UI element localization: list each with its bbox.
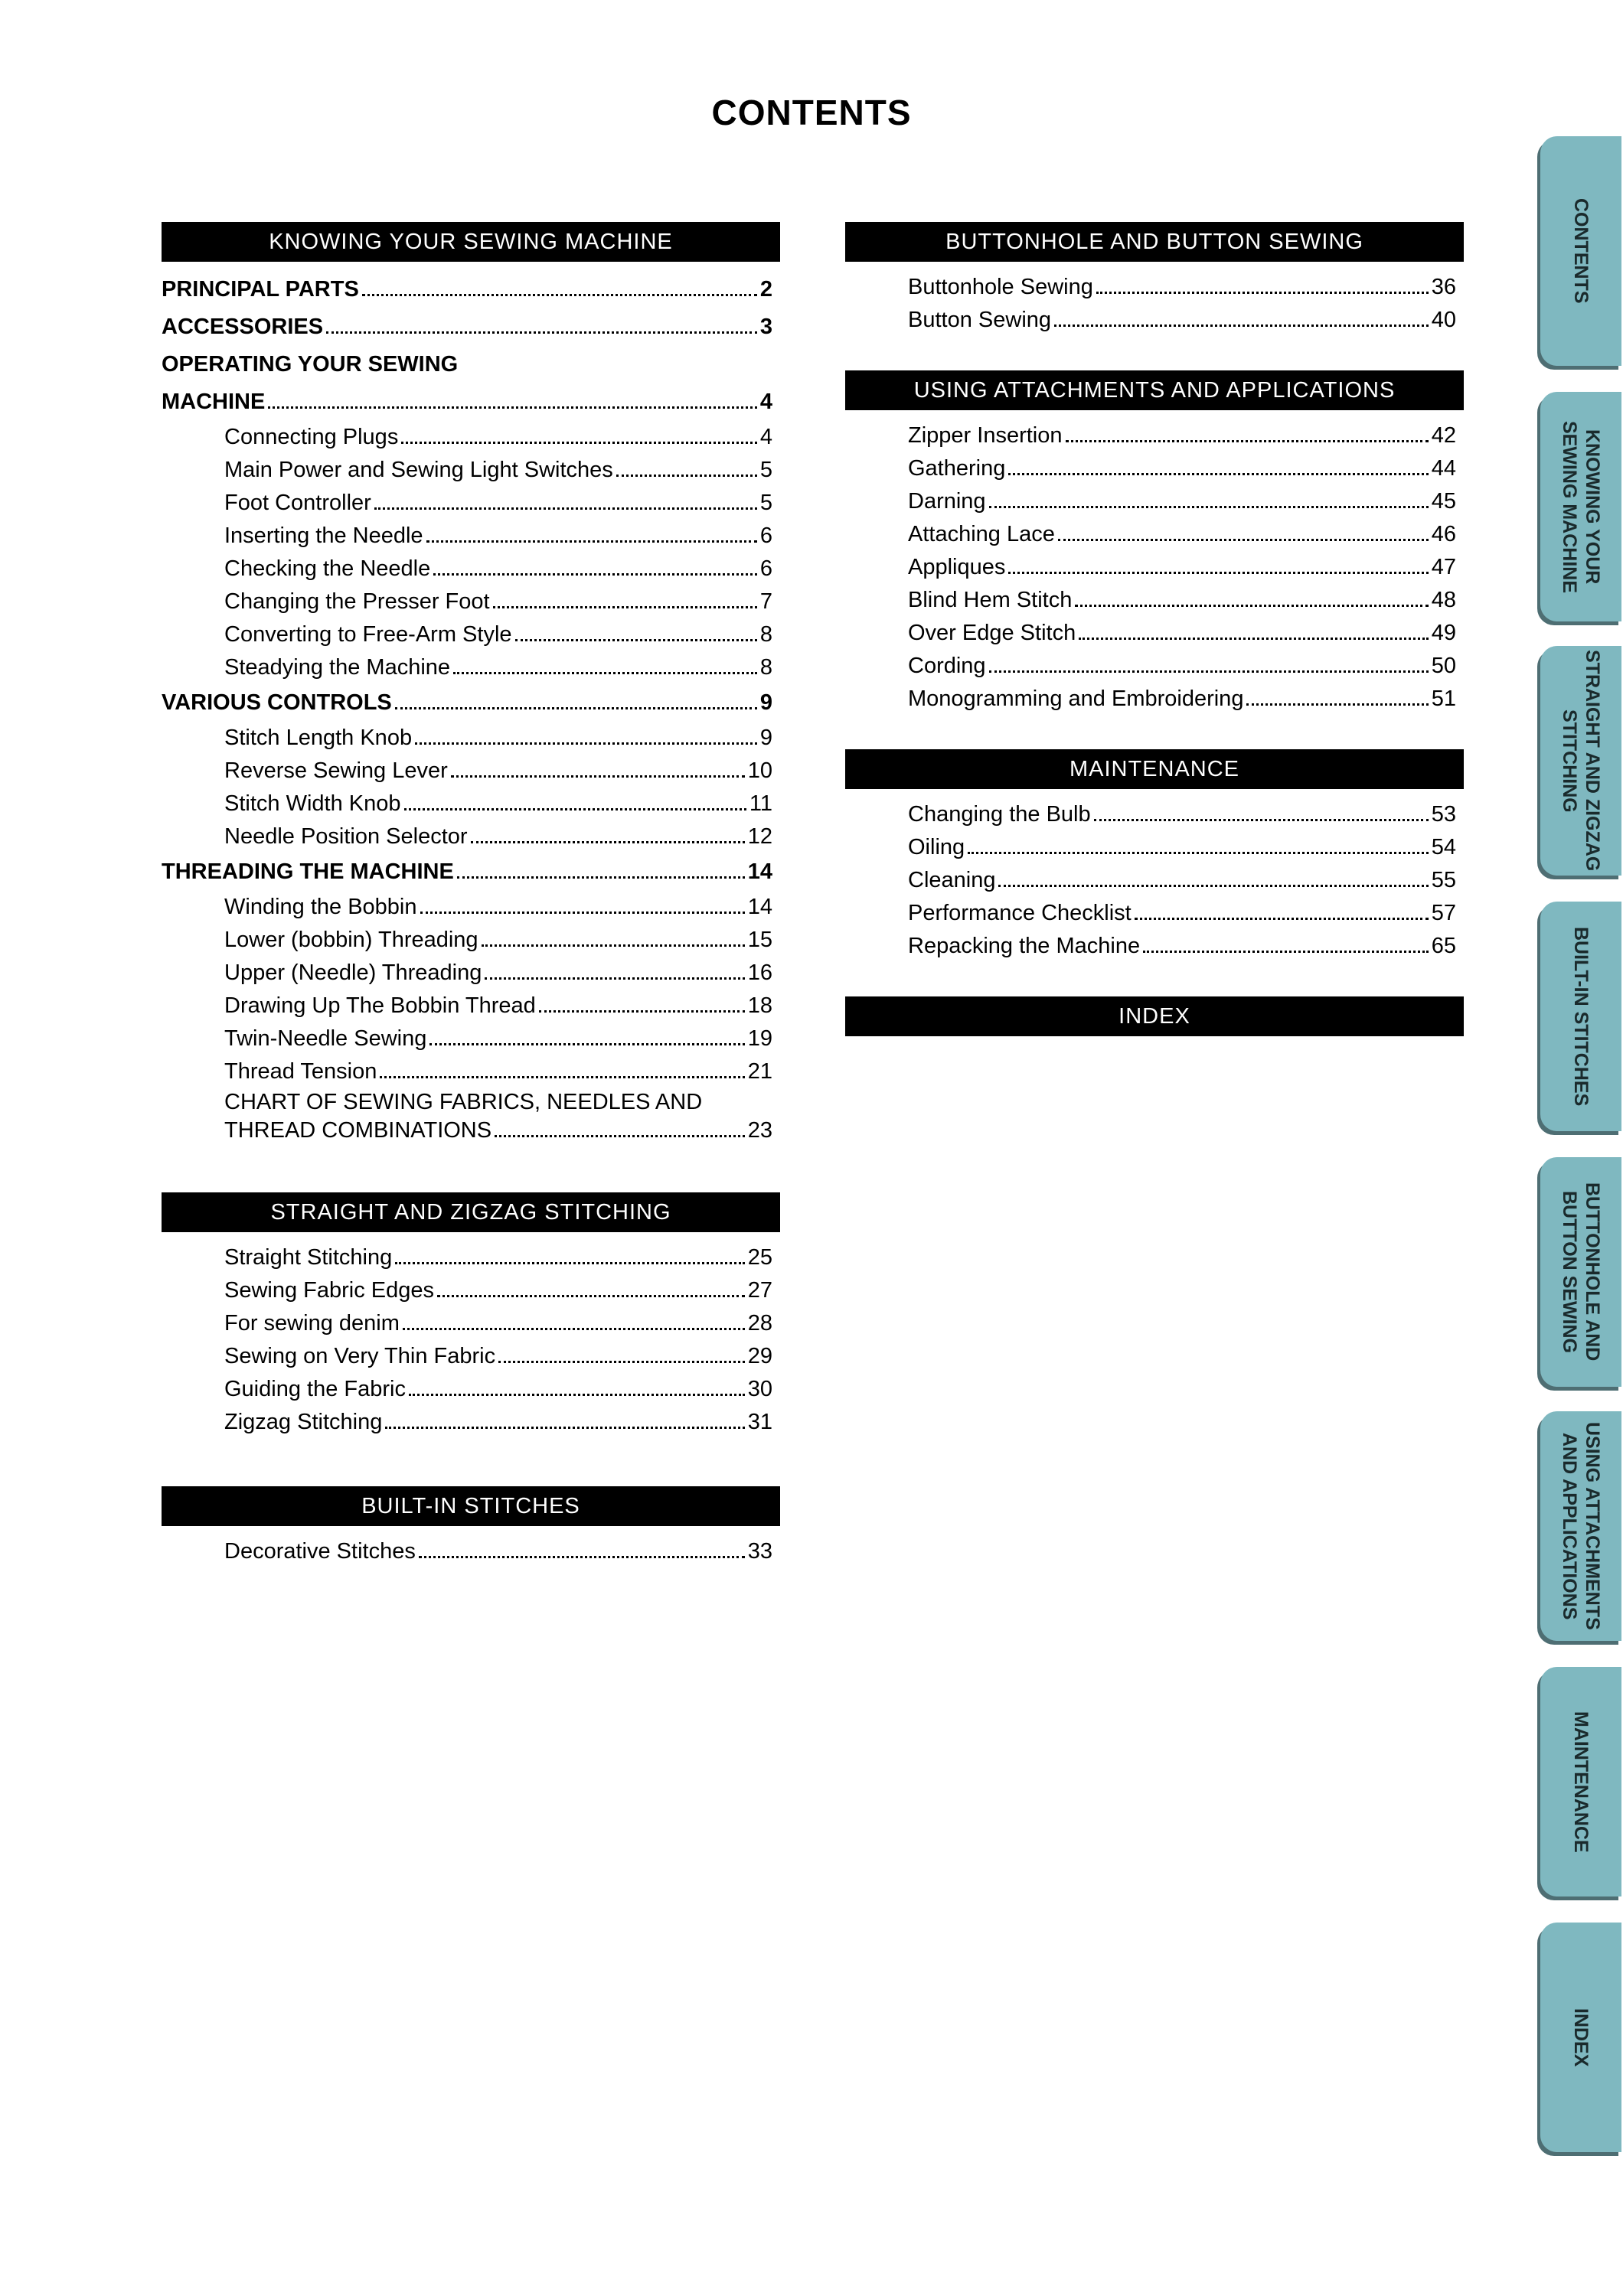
toc-entry-sewing-on-very-thin-fabric[interactable]	[162, 1340, 780, 1373]
dot-leader	[429, 1043, 744, 1045]
dot-leader	[437, 1295, 745, 1297]
toc-entry-reverse-sewing-lever[interactable]	[162, 755, 780, 788]
dot-leader	[395, 707, 757, 709]
side-tab-label-wrap	[1540, 1923, 1621, 2152]
toc-entry-label: MACHINE	[162, 390, 266, 414]
toc-entry-lower-bobbin-threading[interactable]	[162, 924, 780, 957]
toc-entry-sewing-fabric-edges[interactable]	[162, 1274, 780, 1307]
toc-entry-label: VARIOUS CONTROLS	[162, 690, 392, 715]
side-tab-maintenance[interactable]	[1540, 1667, 1621, 1896]
dot-leader	[433, 573, 757, 576]
side-tab-label-wrap	[1540, 1667, 1621, 1896]
dot-leader	[404, 808, 746, 810]
page-number: 50	[1431, 654, 1456, 678]
toc-entry-thread-combinations[interactable]	[162, 1117, 780, 1145]
page-number: 14	[747, 859, 772, 884]
page-number: 4	[759, 425, 772, 449]
dot-leader	[326, 331, 757, 334]
dot-leader	[968, 852, 1429, 854]
side-tab-label-wrap	[1540, 646, 1621, 876]
page-number: 49	[1431, 621, 1456, 645]
toc-entry-label: Appliques	[908, 555, 1006, 579]
page-number: 31	[747, 1410, 772, 1434]
toc-entry-label: Main Power and Sewing Light Switches	[224, 458, 613, 482]
dot-leader	[395, 1262, 745, 1264]
dot-leader	[419, 1556, 745, 1558]
toc-entry-label: Gathering	[908, 456, 1006, 481]
toc-entry-label: Stitch Width Knob	[224, 791, 401, 816]
toc-entry-label: Sewing Fabric Edges	[224, 1278, 435, 1303]
page-number: 40	[1431, 308, 1456, 332]
toc-entry-accessories[interactable]	[162, 308, 780, 346]
toc-entry-label: Twin-Needle Sewing	[224, 1026, 427, 1051]
page-number: 25	[747, 1245, 772, 1270]
toc-entry-label: Repacking the Machine	[908, 934, 1141, 958]
side-tab-label: CONTENTS	[1570, 198, 1592, 304]
toc-entry-label: Darning	[908, 489, 986, 514]
page-number: 57	[1431, 901, 1456, 925]
toc-entry-label: Winding the Bobbin	[224, 895, 417, 919]
toc-entry-label: Buttonhole Sewing	[908, 275, 1093, 299]
toc-entry-main-power-and-sewing-light-switches[interactable]	[162, 454, 780, 487]
toc-entry-label: Lower (bobbin) Threading	[224, 928, 478, 952]
page-number: 7	[759, 589, 772, 614]
page-number: 16	[747, 960, 772, 985]
toc-entry-label: Reverse Sewing Lever	[224, 758, 448, 783]
dot-leader	[1058, 539, 1429, 541]
toc-entry-gathering[interactable]	[845, 452, 1464, 485]
dot-leader	[1066, 440, 1429, 442]
page-number: 6	[759, 523, 772, 548]
page-number: 5	[759, 491, 772, 515]
page-number: 65	[1431, 934, 1456, 958]
toc-entry-thread-tension[interactable]	[162, 1055, 780, 1088]
toc-entry-principal-parts[interactable]	[162, 271, 780, 308]
page-number: 9	[759, 690, 772, 715]
toc-entry-needle-position-selector[interactable]	[162, 820, 780, 853]
toc-entry-darning[interactable]	[845, 485, 1464, 518]
page-number: 4	[759, 390, 772, 414]
dot-leader	[1096, 292, 1429, 294]
dot-leader	[989, 506, 1429, 508]
page-number: 47	[1431, 555, 1456, 579]
page-title: CONTENTS	[711, 93, 912, 132]
toc-list	[162, 1535, 780, 1568]
toc-entry-inserting-the-needle[interactable]	[162, 520, 780, 553]
toc-entry-label: Changing the Bulb	[908, 802, 1091, 827]
toc-entry-over-edge-stitch[interactable]	[845, 617, 1464, 650]
toc-entry-label: Button Sewing	[908, 308, 1052, 332]
page-number: 23	[747, 1118, 772, 1143]
dot-leader	[471, 841, 745, 843]
side-tab-label-wrap	[1540, 1157, 1621, 1387]
toc-entry-cording[interactable]	[845, 650, 1464, 683]
dot-leader	[616, 475, 757, 477]
toc-entry-label: Drawing Up The Bobbin Thread	[224, 993, 536, 1018]
page-number: 46	[1431, 522, 1456, 546]
side-tab-label-wrap	[1540, 136, 1621, 366]
section-header-knowing-your-sewing-machine[interactable]: KNOWING YOUR SEWING MACHINE	[162, 222, 780, 262]
dot-leader	[1075, 605, 1428, 607]
dot-leader	[457, 876, 745, 879]
dot-leader	[1054, 325, 1429, 327]
dot-leader	[268, 406, 757, 409]
toc-entry-guiding-the-fabric[interactable]	[162, 1373, 780, 1406]
toc-entry-twin-needle-sewing[interactable]	[162, 1022, 780, 1055]
toc-list	[845, 271, 1464, 337]
toc-entry-for-sewing-denim[interactable]	[162, 1307, 780, 1340]
toc-entry-foot-controller[interactable]	[162, 487, 780, 520]
toc-entry-winding-the-bobbin[interactable]	[162, 891, 780, 924]
dot-leader	[539, 1010, 745, 1013]
page-number: 55	[1431, 868, 1456, 892]
toc-entry-performance-checklist[interactable]	[845, 897, 1464, 930]
dot-leader	[451, 775, 745, 778]
page-number: 29	[747, 1344, 772, 1368]
toc-entry-label: Performance Checklist	[908, 901, 1132, 925]
page-number: 54	[1431, 835, 1456, 859]
dot-leader	[1094, 819, 1429, 821]
section-header-built-in-stitches[interactable]: BUILT-IN STITCHES	[162, 1486, 780, 1526]
toc-entry-threading-the-machine[interactable]	[162, 853, 780, 891]
toc-entry-label: Zigzag Stitching	[224, 1410, 383, 1434]
side-tab-label: BUTTONHOLE AND BUTTON SEWING	[1559, 1182, 1603, 1362]
toc-list	[845, 419, 1464, 716]
toc-entry-label: Thread Tension	[224, 1059, 377, 1084]
page-number: 14	[747, 895, 772, 919]
toc-list	[845, 798, 1464, 963]
toc-entry-label: Checking the Needle	[224, 556, 431, 581]
toc-entry-label: Stitch Length Knob	[224, 726, 413, 750]
page-number: 33	[747, 1539, 772, 1564]
page-number: 44	[1431, 456, 1456, 481]
page-number: 45	[1431, 489, 1456, 514]
side-tab-label: INDEX	[1570, 2007, 1592, 2067]
dot-leader	[493, 606, 757, 608]
section-header-using-attachments-and-applications[interactable]: USING ATTACHMENTS AND APPLICATIONS	[845, 370, 1464, 410]
toc-entry-converting-to-free-arm-style[interactable]	[162, 618, 780, 651]
toc-entry-label: THREAD COMBINATIONS	[224, 1118, 492, 1143]
page-number: 5	[759, 458, 772, 482]
page-number: 30	[747, 1377, 772, 1401]
toc-entry-monogramming-and-embroidering[interactable]	[845, 683, 1464, 716]
side-tab-label: KNOWING YOUR SEWING MACHINE	[1559, 420, 1603, 593]
toc-entry-label: Attaching Lace	[908, 522, 1055, 546]
page-number: 2	[759, 277, 772, 302]
page-number: 6	[759, 556, 772, 581]
toc-entry-buttonhole-sewing[interactable]	[845, 271, 1464, 304]
toc-entry-label: Cleaning	[908, 868, 996, 892]
section-header-index[interactable]: INDEX	[845, 996, 1464, 1036]
toc-entry-label: Oiling	[908, 835, 965, 859]
dot-leader	[401, 442, 757, 444]
page-number: 21	[747, 1059, 772, 1084]
side-tab-label-wrap	[1540, 1411, 1621, 1641]
dot-leader	[1008, 572, 1428, 574]
toc-entry-label: Foot Controller	[224, 491, 371, 515]
dot-leader	[1135, 918, 1429, 920]
toc-entry-drawing-up-the-bobbin-thread[interactable]	[162, 990, 780, 1022]
section-header-maintenance[interactable]: MAINTENANCE	[845, 749, 1464, 789]
toc-entry-attaching-lace[interactable]	[845, 518, 1464, 551]
dot-leader	[385, 1427, 744, 1429]
toc-entry-blind-hem-stitch[interactable]	[845, 584, 1464, 617]
toc-entry-label: Decorative Stitches	[224, 1539, 416, 1564]
page-number: 9	[759, 726, 772, 750]
page-number: 18	[747, 993, 772, 1018]
dot-leader	[1008, 473, 1428, 475]
page-number: 36	[1431, 275, 1456, 299]
page-number: 51	[1431, 687, 1456, 711]
section-header-straight-and-zigzag-stitching[interactable]: STRAIGHT AND ZIGZAG STITCHING	[162, 1192, 780, 1232]
toc-entry-label: Steadying the Machine	[224, 655, 451, 680]
toc-entry-decorative-stitches[interactable]	[162, 1535, 780, 1568]
dot-leader	[989, 670, 1429, 673]
dot-leader	[403, 1328, 745, 1330]
side-tab-label: BUILT-IN STITCHES	[1570, 926, 1592, 1107]
side-tab-label: USING ATTACHMENTS AND APPLICATIONS	[1559, 1422, 1603, 1630]
side-tab-buttonhole-and-button-sewing[interactable]	[1540, 1157, 1621, 1387]
side-tab-index[interactable]	[1540, 1923, 1621, 2152]
toc-entry-label: For sewing denim	[224, 1311, 400, 1336]
page-number: 15	[747, 928, 772, 952]
toc-entry-zipper-insertion[interactable]	[845, 419, 1464, 452]
toc-entry-label: Zipper Insertion	[908, 423, 1063, 448]
dot-leader	[374, 507, 757, 510]
side-tab-built-in-stitches[interactable]	[1540, 902, 1621, 1131]
toc-entry-machine[interactable]	[162, 383, 780, 421]
toc-entry-label: Connecting Plugs	[224, 425, 399, 449]
dot-leader	[362, 294, 757, 296]
toc-entry-label: Inserting the Needle	[224, 523, 423, 548]
dot-leader	[495, 1135, 745, 1137]
left-column	[162, 222, 780, 1616]
section-header-buttonhole-and-button-sewing[interactable]: BUTTONHOLE AND BUTTON SEWING	[845, 222, 1464, 262]
toc-entry-steadying-the-machine[interactable]	[162, 651, 780, 684]
toc-entry-label: Straight Stitching	[224, 1245, 393, 1270]
dot-leader	[409, 1394, 745, 1396]
toc-entry-label: Converting to Free-Arm Style	[224, 622, 512, 647]
dot-leader	[498, 1361, 745, 1363]
toc-entry-changing-the-presser-foot[interactable]	[162, 585, 780, 618]
toc-list	[162, 271, 780, 1145]
toc-entry-changing-the-bulb[interactable]	[845, 798, 1464, 831]
page-number: 8	[759, 622, 772, 647]
side-tab-label: MAINTENANCE	[1570, 1711, 1592, 1853]
dot-leader	[485, 977, 744, 980]
toc-entry-label-line: CHART OF SEWING FABRICS, NEEDLES AND	[224, 1090, 703, 1114]
dot-leader	[420, 912, 745, 914]
dot-leader	[998, 885, 1428, 887]
toc-entry-label: Guiding the Fabric	[224, 1377, 406, 1401]
toc-entry-label: Sewing on Very Thin Fabric	[224, 1344, 496, 1368]
side-tab-knowing-your-sewing-machine[interactable]	[1540, 392, 1621, 621]
page-number: 28	[747, 1311, 772, 1336]
dot-leader	[1246, 703, 1428, 706]
page-number: 53	[1431, 802, 1456, 827]
side-tab-label-wrap	[1540, 392, 1621, 621]
dot-leader	[415, 742, 757, 745]
page-number: 19	[747, 1026, 772, 1051]
toc-entry-label-line: OPERATING YOUR SEWING	[162, 352, 459, 377]
toc-entry-button-sewing[interactable]	[845, 304, 1464, 337]
toc-entry-zigzag-stitching[interactable]	[162, 1406, 780, 1439]
toc-entry-checking-the-needle[interactable]	[162, 553, 780, 585]
toc-entry-label: Monogramming and Embroidering	[908, 687, 1244, 711]
toc-entry-label: Over Edge Stitch	[908, 621, 1076, 645]
toc-entry-repacking-the-machine[interactable]	[845, 930, 1464, 963]
toc-entry-cleaning[interactable]	[845, 864, 1464, 897]
toc-entry-oiling[interactable]	[845, 831, 1464, 864]
dot-leader	[515, 639, 757, 641]
page-number: 8	[759, 655, 772, 680]
toc-entry-label: Blind Hem Stitch	[908, 588, 1073, 612]
page-number: 3	[759, 315, 772, 339]
page-number: 42	[1431, 423, 1456, 448]
dot-leader	[1143, 951, 1429, 953]
page-number: 12	[747, 824, 772, 849]
toc-entry-label: Changing the Presser Foot	[224, 589, 490, 614]
toc-entry-stitch-width-knob[interactable]	[162, 788, 780, 820]
toc-entry-upper-needle-threading[interactable]	[162, 957, 780, 990]
toc-entry-stitch-length-knob[interactable]	[162, 722, 780, 755]
toc-entry-label: Cording	[908, 654, 986, 678]
toc-entry-label: Needle Position Selector	[224, 824, 468, 849]
side-tab-label: STRAIGHT AND ZIGZAG STITCHING	[1559, 650, 1603, 872]
dot-leader	[1079, 638, 1429, 640]
dot-leader	[482, 944, 745, 947]
toc-entry-label: THREADING THE MACHINE	[162, 859, 454, 884]
side-tab-straight-and-zigzag-stitching[interactable]	[1540, 646, 1621, 876]
toc-entry-label: PRINCIPAL PARTS	[162, 277, 359, 302]
dot-leader	[426, 540, 757, 543]
page-number: 27	[747, 1278, 772, 1303]
toc-entry-various-controls[interactable]	[162, 684, 780, 722]
toc-entry-appliques[interactable]	[845, 551, 1464, 584]
toc-entry-label: Upper (Needle) Threading	[224, 960, 482, 985]
toc-entry-label: ACCESSORIES	[162, 315, 324, 339]
right-column	[845, 222, 1464, 1070]
toc-list	[162, 1241, 780, 1439]
side-tab-using-attachments-and-applications[interactable]	[1540, 1411, 1621, 1641]
side-tab-contents[interactable]	[1540, 136, 1621, 366]
page-number: 10	[747, 758, 772, 783]
dot-leader	[380, 1076, 744, 1078]
page-number: 48	[1431, 588, 1456, 612]
toc-entry-connecting-plugs[interactable]	[162, 421, 780, 454]
dot-leader	[453, 672, 757, 674]
page-number: 11	[749, 791, 772, 816]
toc-entry-straight-stitching[interactable]	[162, 1241, 780, 1274]
side-tab-label-wrap	[1540, 902, 1621, 1131]
